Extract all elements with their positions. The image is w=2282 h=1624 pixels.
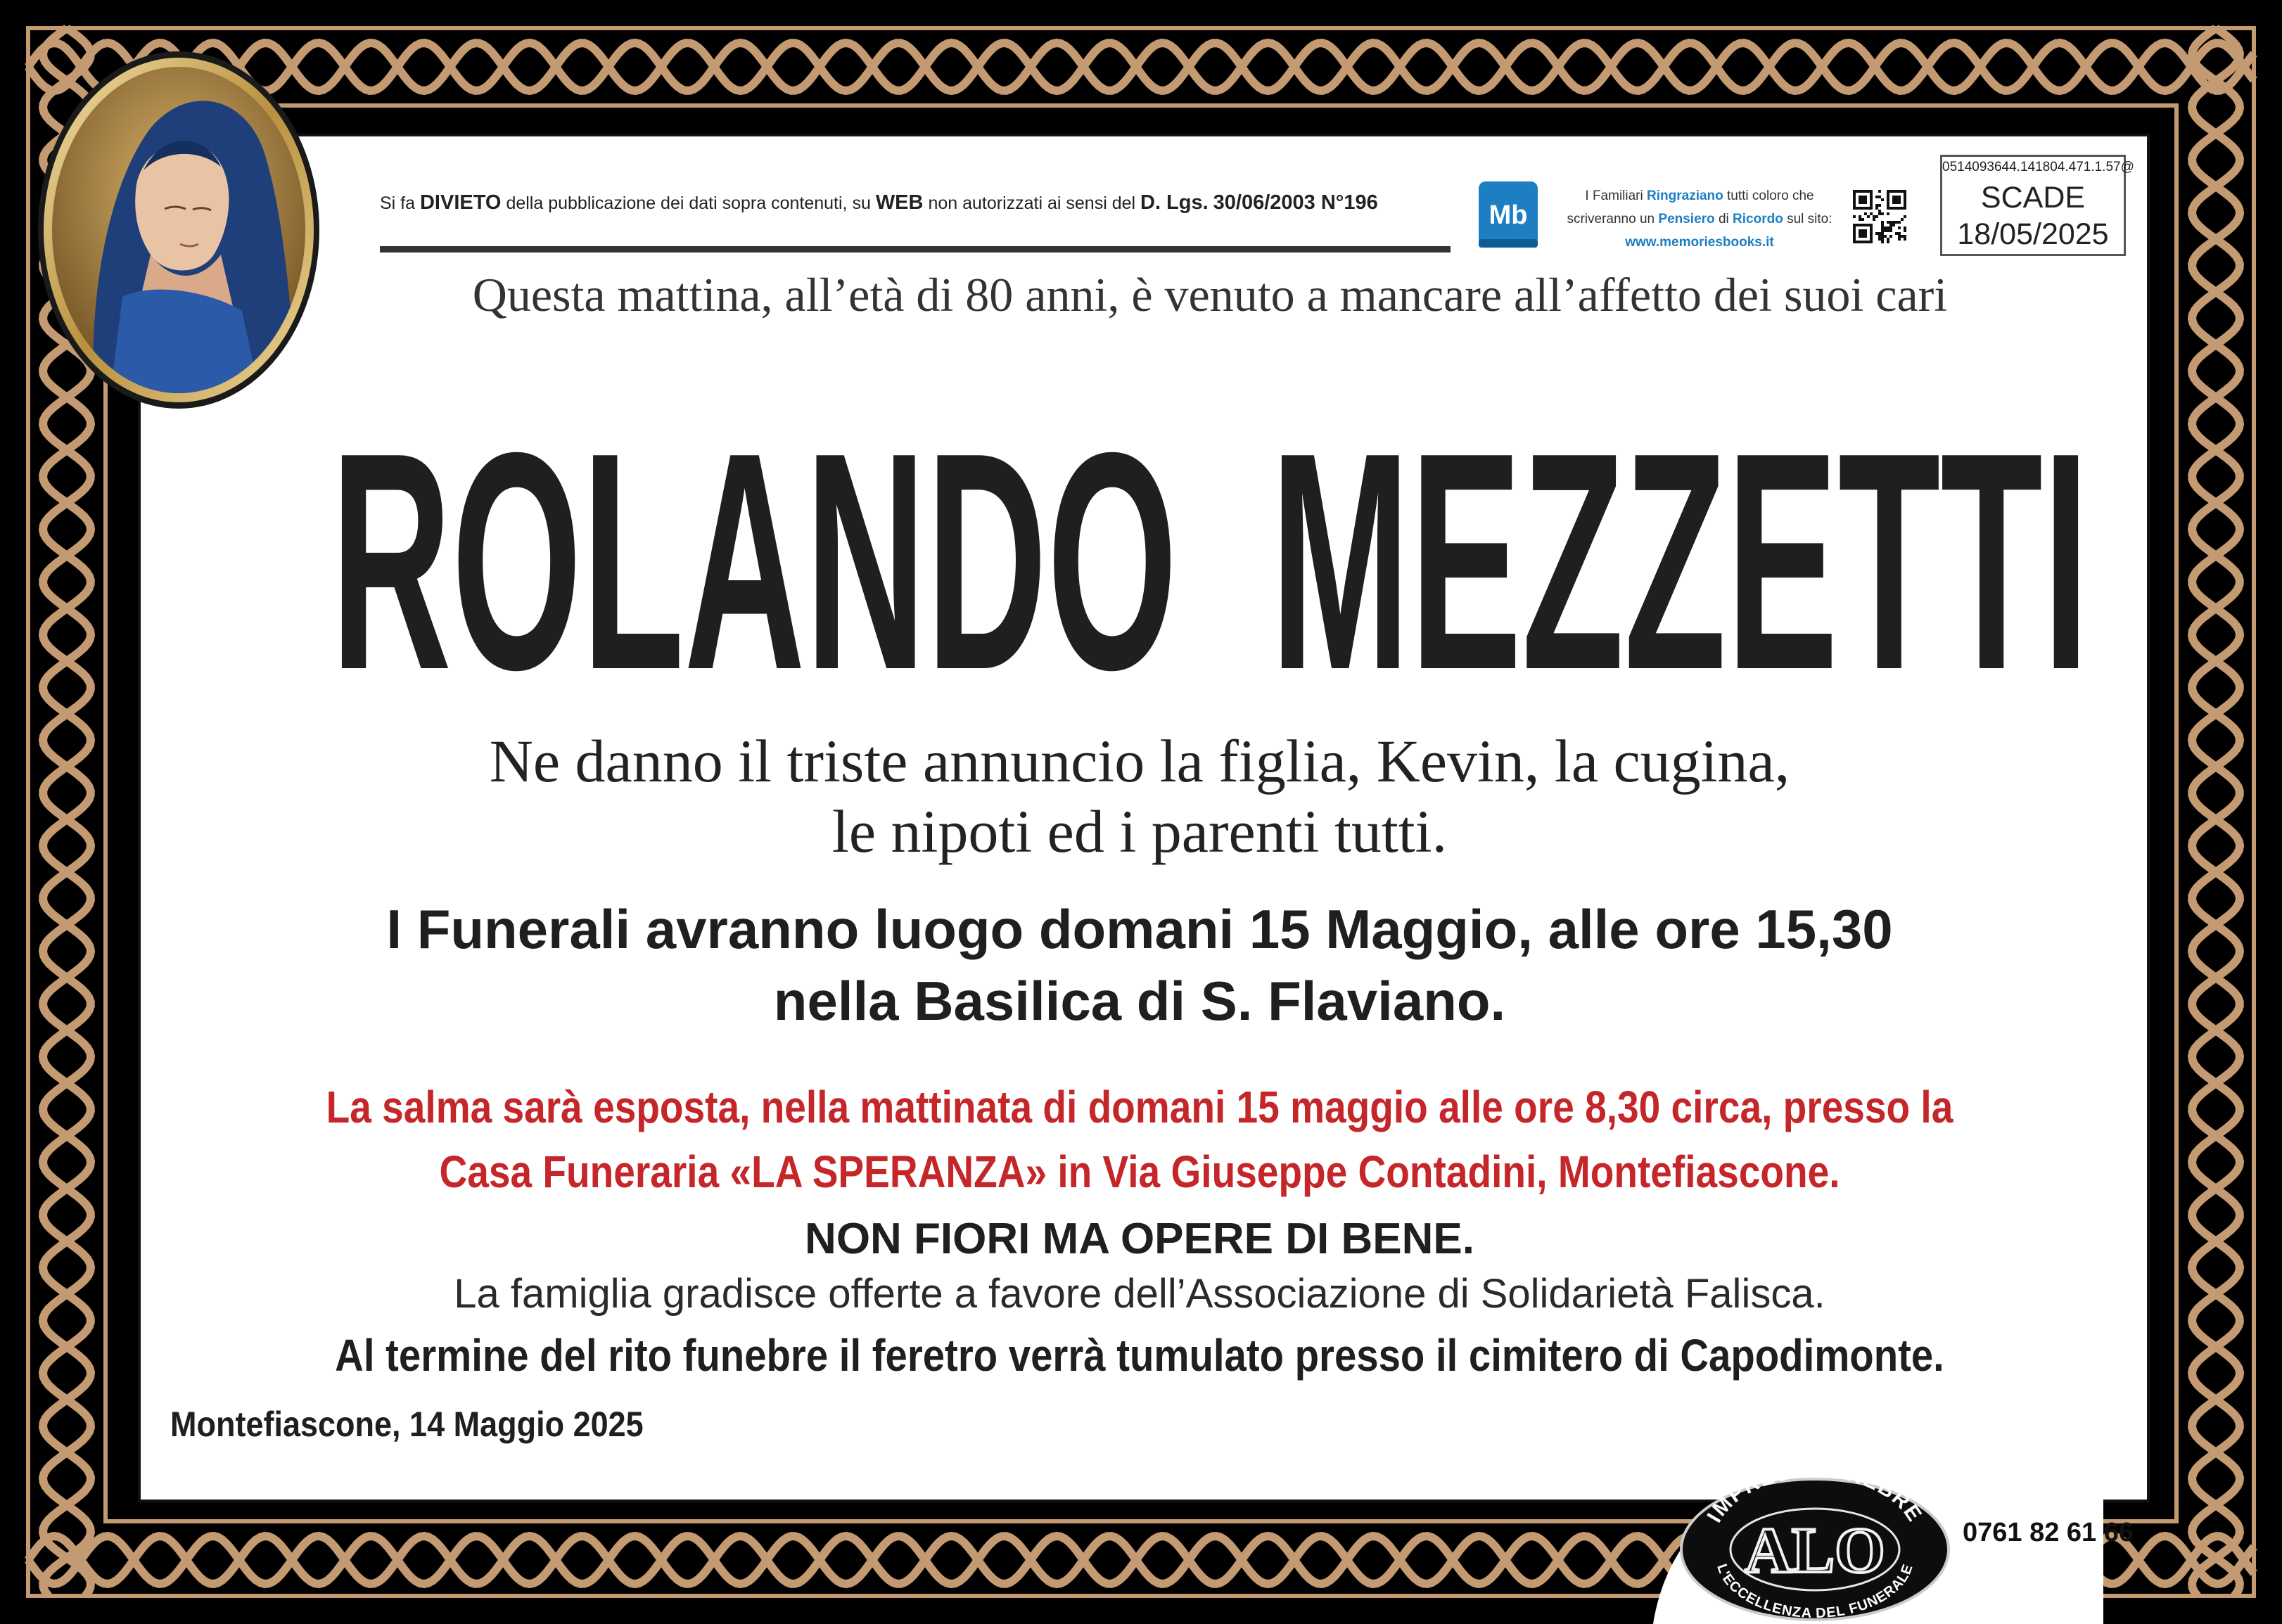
qr-cell <box>1864 229 1867 232</box>
qr-cell <box>1861 241 1864 243</box>
qr-cell <box>1895 221 1898 224</box>
qr-cell <box>1887 196 1889 198</box>
donations-line: La famiglia gradisce offerte a favore dell’Associazione di Solidarietà Falisca. <box>454 1271 1825 1317</box>
qr-cell <box>1861 235 1864 238</box>
qr-cell <box>1859 196 1861 198</box>
qr-cell <box>1889 229 1892 232</box>
qr-cell <box>1904 204 1906 207</box>
qr-cell <box>1889 190 1892 193</box>
family-line-1: Ne danno il triste annuncio la figlia, Kevin, la cugina, <box>489 727 1790 795</box>
qr-cell <box>1895 207 1898 210</box>
memoriesbooks-message <box>1552 184 1847 254</box>
qr-cell <box>1870 224 1873 226</box>
qr-cell <box>1856 241 1859 243</box>
qr-cell <box>1864 190 1867 193</box>
qr-cell <box>1864 212 1867 215</box>
qr-cell <box>1859 235 1861 238</box>
qr-cell <box>1889 235 1892 238</box>
burial-line: Al termine del rito funebre il feretro verrà tumulato presso il cimitero di Capodimonte. <box>335 1330 1944 1381</box>
qr-cell <box>1881 238 1884 241</box>
qr-cell <box>1853 235 1856 238</box>
family-announcement <box>211 726 2068 867</box>
qr-cell <box>1889 207 1892 210</box>
qr-cell <box>1904 235 1906 238</box>
qr-cell <box>1861 196 1864 198</box>
qr-cell <box>1892 221 1895 224</box>
qr-cell <box>1856 224 1859 226</box>
qr-cell <box>1901 218 1904 221</box>
qr-cell <box>1878 190 1881 193</box>
qr-cell <box>1887 198 1889 201</box>
qr-cell <box>1853 238 1856 241</box>
mb-line1-hl: Ringraziano <box>1647 188 1723 203</box>
qr-cell <box>1898 226 1901 229</box>
qr-cell <box>1867 190 1870 193</box>
qr-cell <box>1853 215 1856 218</box>
qr-cell <box>1861 232 1864 235</box>
qr-cell <box>1875 215 1878 218</box>
header-rule <box>380 246 1451 252</box>
qr-cell <box>1870 212 1873 215</box>
qr-cell <box>1892 198 1895 201</box>
qr-cell <box>1867 241 1870 243</box>
qr-cell <box>1853 229 1856 232</box>
qr-cell <box>1881 232 1884 235</box>
qr-cell <box>1864 201 1867 204</box>
qr-cell <box>1904 238 1906 241</box>
qr-cell <box>1887 204 1889 207</box>
impresa-arc-bottom: L'ECCELLENZA DEL FUNERALE <box>1714 1561 1916 1621</box>
qr-cell <box>1887 241 1889 243</box>
intro-line: Questa mattina, all’età di 80 anni, è venuto a mancare all’affetto dei suoi cari <box>472 268 1948 321</box>
qr-cell <box>1898 198 1901 201</box>
qr-cell <box>1870 196 1873 198</box>
qr-cell <box>1904 215 1906 218</box>
no-flowers-line: NON FIORI MA OPERE DI BENE. <box>805 1215 1474 1263</box>
funeral-line-1: I Funerali avranno luogo domani 15 Maggio, alle ore 15,30 <box>386 898 1893 960</box>
qr-cell <box>1884 226 1887 229</box>
place-date: Montefiascone, 14 Maggio 2025 <box>170 1405 644 1444</box>
qr-cell <box>1904 207 1906 210</box>
qr-cell <box>1870 241 1873 243</box>
mb-url-link[interactable]: www.memoriesbooks.it <box>1625 235 1774 250</box>
qr-cell <box>1878 232 1881 235</box>
qr-cell <box>1875 232 1878 235</box>
qr-cell <box>1898 235 1901 238</box>
qr-cell <box>1861 218 1864 221</box>
qr-cell <box>1892 207 1895 210</box>
qr-cell <box>1887 193 1889 196</box>
qr-cell <box>1861 229 1864 232</box>
qr-cell <box>1853 198 1856 201</box>
qr-cell <box>1870 193 1873 196</box>
qr-cell <box>1859 229 1861 232</box>
qr-cell <box>1859 190 1861 193</box>
qr-cell <box>1875 207 1878 210</box>
expiry-box <box>1940 155 2134 256</box>
qr-cell <box>1881 224 1884 226</box>
qr-cell <box>1887 201 1889 204</box>
qr-cell <box>1892 224 1895 226</box>
qr-cell <box>1881 229 1884 232</box>
qr-cell <box>1901 190 1904 193</box>
qr-cell <box>1878 238 1881 241</box>
qr-cell <box>1904 201 1906 204</box>
qr-cell <box>1904 190 1906 193</box>
qr-cell <box>1861 190 1864 193</box>
qr-cell <box>1878 204 1881 207</box>
qr-cell <box>1904 196 1906 198</box>
qr-cell <box>1904 198 1906 201</box>
qr-cell <box>1853 190 1856 193</box>
qr-cell <box>1861 207 1864 210</box>
qr-cell <box>1859 218 1861 221</box>
qr-cell <box>1898 207 1901 210</box>
qr-cell <box>1881 241 1884 243</box>
mb-line2-hl2: Ricordo <box>1733 212 1783 226</box>
qr-cell <box>1870 190 1873 193</box>
qr-cell <box>1870 238 1873 241</box>
qr-cell <box>1881 212 1884 215</box>
expiry-date: 18/05/2025 <box>1957 217 2109 251</box>
notice-mid2: non autorizzati ai sensi del <box>928 193 1136 213</box>
qr-cell <box>1881 198 1884 201</box>
qr-cell <box>1904 226 1906 229</box>
funeral-info <box>141 893 2138 1037</box>
qr-cell <box>1853 232 1856 235</box>
qr-cell <box>1853 241 1856 243</box>
qr-cell <box>1856 207 1859 210</box>
mb-line1-post: tutti coloro che <box>1727 188 1814 203</box>
qr-cell <box>1873 215 1875 218</box>
qr-cell <box>1878 210 1881 212</box>
qr-cell <box>1864 224 1867 226</box>
family-line-2: le nipoti ed i parenti tutti. <box>831 798 1448 865</box>
qr-cell <box>1870 229 1873 232</box>
qr-cell <box>1859 215 1861 218</box>
qr-cell <box>1864 207 1867 210</box>
qr-cell <box>1892 201 1895 204</box>
qr-cell <box>1887 226 1889 229</box>
qr-cell <box>1859 207 1861 210</box>
qr-cell <box>1853 226 1856 229</box>
impresa-arc-top: IMPRESA FUNEBRE <box>1702 1459 1927 1527</box>
funeral-home-logo <box>1674 1459 1956 1621</box>
qr-cell <box>1861 224 1864 226</box>
qr-cell <box>1870 235 1873 238</box>
qr-cell <box>1881 226 1884 229</box>
qr-cell <box>1901 207 1904 210</box>
qr-cell <box>1864 198 1867 201</box>
qr-cell <box>1859 201 1861 204</box>
qr-cell <box>1859 224 1861 226</box>
mb-line2-pre: scriveranno un <box>1567 212 1655 226</box>
mb-line1-pre: I Familiari <box>1585 188 1643 203</box>
qr-cell <box>1892 196 1895 198</box>
memoriesbooks-logo-icon <box>1476 179 1541 255</box>
qr-cell <box>1861 198 1864 201</box>
qr-cell <box>1887 229 1889 232</box>
notice-web: WEB <box>875 191 924 214</box>
qr-cell <box>1853 201 1856 204</box>
viewing-line-2: Casa Funeraria «LA SPERANZA» in Via Giuseppe Contadini, Montefiascone. <box>439 1146 1840 1197</box>
mb-line2-hl1: Pensiero <box>1658 212 1715 226</box>
impresa-logo-text: ALO <box>1745 1514 1885 1586</box>
qr-cell <box>1853 204 1856 207</box>
qr-cell <box>1901 235 1904 238</box>
qr-cell <box>1853 224 1856 226</box>
mb-line2-post: sul sito: <box>1787 212 1832 226</box>
qr-cell <box>1889 226 1892 229</box>
qr-cell <box>1870 207 1873 210</box>
qr-cell <box>1887 212 1889 215</box>
qr-cell <box>1898 190 1901 193</box>
qr-cell <box>1887 221 1889 224</box>
deceased-name-text: ROLANDO MEZZETTI <box>331 389 2089 689</box>
qr-cell <box>1889 224 1892 226</box>
qr-cell <box>1898 238 1901 241</box>
qr-cell <box>1870 226 1873 229</box>
mb-logo-text: Mb <box>1489 200 1528 230</box>
qr-cell <box>1861 201 1864 204</box>
viewing-line-1: La salma sarà esposta, nella mattinata di domani 15 maggio alle ore 8,30 circa, presso la <box>326 1082 1953 1132</box>
expiry-code: 0514093644.141804.471.1.57@ <box>1942 160 2134 174</box>
qr-cell <box>1873 218 1875 221</box>
qr-cell <box>1859 241 1861 243</box>
qr-cell <box>1870 232 1873 235</box>
qr-cell <box>1875 204 1878 207</box>
qr-cell <box>1870 201 1873 204</box>
qr-cell <box>1898 232 1901 235</box>
qr-cell <box>1889 221 1892 224</box>
qr-cell <box>1867 207 1870 210</box>
qr-cell <box>1898 221 1901 224</box>
qr-cell <box>1898 196 1901 198</box>
notice-pre: Si fa <box>380 193 416 213</box>
notice-divieto: DIVIETO <box>419 191 502 214</box>
deceased-name <box>310 352 2110 689</box>
qr-cell <box>1898 201 1901 204</box>
qr-cell <box>1895 190 1898 193</box>
qr-cell <box>1904 193 1906 196</box>
qr-cell <box>1881 221 1884 224</box>
qr-cell <box>1867 224 1870 226</box>
qr-cell <box>1856 190 1859 193</box>
qr-cell <box>1895 198 1898 201</box>
qr-cell <box>1867 215 1870 218</box>
qr-code-icon[interactable] <box>1853 181 1906 252</box>
qr-cell <box>1895 232 1898 235</box>
qr-cell <box>1870 198 1873 201</box>
qr-cell <box>1864 232 1867 235</box>
qr-cell <box>1853 193 1856 196</box>
notice-law: D. Lgs. <box>1140 191 1209 214</box>
madonna-portrait <box>31 44 326 416</box>
qr-cell <box>1864 235 1867 238</box>
qr-cell <box>1878 196 1881 198</box>
qr-cell <box>1859 232 1861 235</box>
privacy-notice <box>380 191 1456 215</box>
qr-cell <box>1853 207 1856 210</box>
expiry-label: SCADE <box>1980 181 2086 215</box>
mb-line2-mid: di <box>1718 212 1729 226</box>
qr-cell <box>1895 196 1898 198</box>
qr-cell <box>1878 212 1881 215</box>
qr-cell <box>1884 235 1887 238</box>
qr-cell <box>1875 196 1878 198</box>
qr-cell <box>1892 190 1895 193</box>
qr-cell <box>1895 201 1898 204</box>
funeral-home-phone[interactable]: 0761 82 61 66 <box>1963 1518 2134 1547</box>
notice-law-ref: 30/06/2003 N°196 <box>1213 191 1378 214</box>
viewing-info <box>281 1075 1999 1204</box>
qr-cell <box>1887 238 1889 241</box>
notice-mid: della pubblicazione dei dati sopra contenuti, su <box>506 193 871 213</box>
qr-cell <box>1864 241 1867 243</box>
qr-cell <box>1870 204 1873 207</box>
qr-cell <box>1887 207 1889 210</box>
qr-cell <box>1887 190 1889 193</box>
qr-cell <box>1864 196 1867 198</box>
qr-cell <box>1881 235 1884 238</box>
qr-cell <box>1859 198 1861 201</box>
qr-cell <box>1904 229 1906 232</box>
qr-cell <box>1878 235 1881 238</box>
qr-cell <box>1853 196 1856 198</box>
qr-cell <box>1884 229 1887 232</box>
funeral-line-2: nella Basilica di S. Flaviano. <box>773 970 1506 1032</box>
